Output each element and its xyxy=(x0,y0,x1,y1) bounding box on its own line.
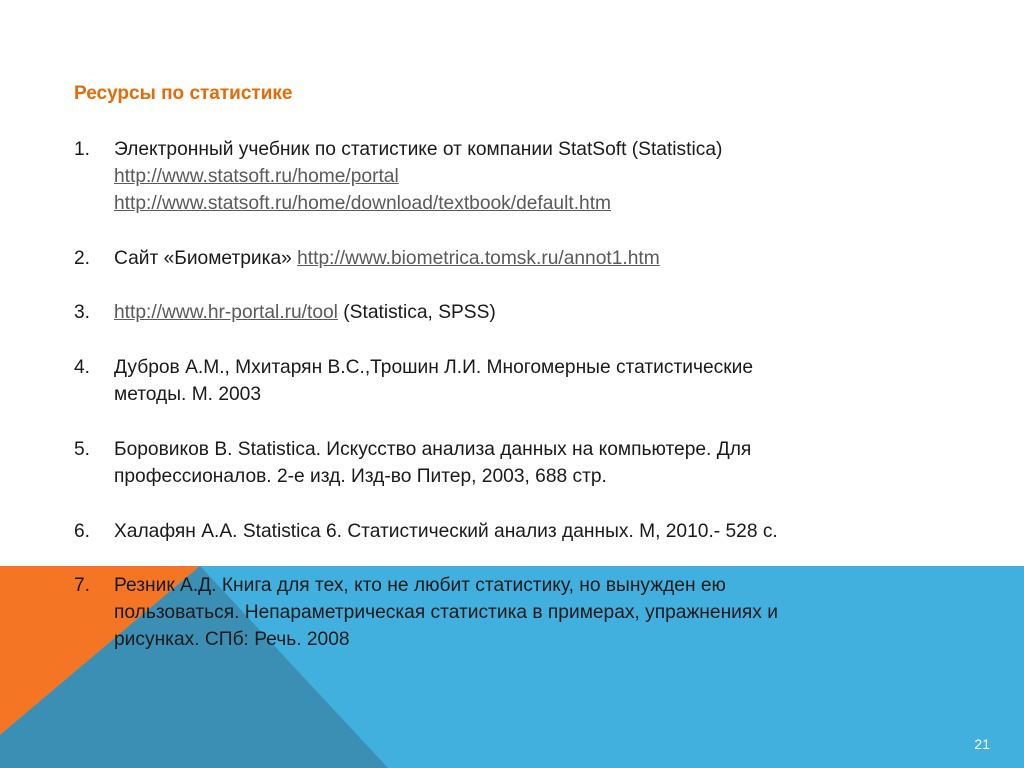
biometrica-link[interactable]: http://www.biometrica.tomsk.ru/annot1.htm xyxy=(297,248,660,269)
item-text: Сайт «Биометрика» xyxy=(114,248,292,269)
item-body xyxy=(114,436,954,490)
item-body xyxy=(114,299,954,326)
slide-title: Ресурсы по статистике xyxy=(74,83,293,104)
item-number: 4. xyxy=(74,357,91,378)
item-body xyxy=(114,245,954,272)
item-text: Дубров А.М., Мхитарян В.С.,Трошин Л.И. Многомерные статистические xyxy=(114,357,754,378)
hr-portal-link[interactable]: http://www.hr-portal.ru/tool xyxy=(114,302,338,323)
item-text: (Statistica, SPSS) xyxy=(343,302,496,323)
item-body xyxy=(114,136,954,217)
item-text: пользоваться. Непараметрическая статистика в примерах, упражнениях и xyxy=(114,602,778,623)
item-text: Резник А.Д. Книга для тех, кто не любит статистику, но вынужден ею xyxy=(114,575,726,596)
item-body xyxy=(114,572,954,653)
item-text: Халафян А.А. Statistica 6. Статистический анализ данных. М, 2010.- 528 с. xyxy=(114,521,778,542)
item-number: 5. xyxy=(74,439,91,460)
item-text: методы. М. 2003 xyxy=(114,384,262,405)
statsoft-portal-link[interactable]: http://www.statsoft.ru/home/portal xyxy=(114,166,399,187)
item-body xyxy=(114,354,954,408)
item-text: Боровиков В. Statistica. Искусство анализа данных на компьютере. Для xyxy=(114,439,752,460)
item-number: 1. xyxy=(74,139,91,160)
item-text: профессионалов. 2-е изд. Изд-во Питер, 2003, 688 стр. xyxy=(114,466,607,487)
item-text: рисунках. СПб: Речь. 2008 xyxy=(114,629,350,650)
item-number: 7. xyxy=(74,575,91,596)
item-number: 3. xyxy=(74,302,91,323)
statsoft-textbook-link[interactable]: http://www.statsoft.ru/home/download/textbook/default.htm xyxy=(114,193,612,214)
item-number: 2. xyxy=(74,248,91,269)
item-number: 6. xyxy=(74,521,91,542)
item-body xyxy=(114,518,954,545)
item-text: Электронный учебник по статистике от компании StatSoft (Statistica) xyxy=(114,139,723,160)
page-number: 21 xyxy=(974,736,990,752)
